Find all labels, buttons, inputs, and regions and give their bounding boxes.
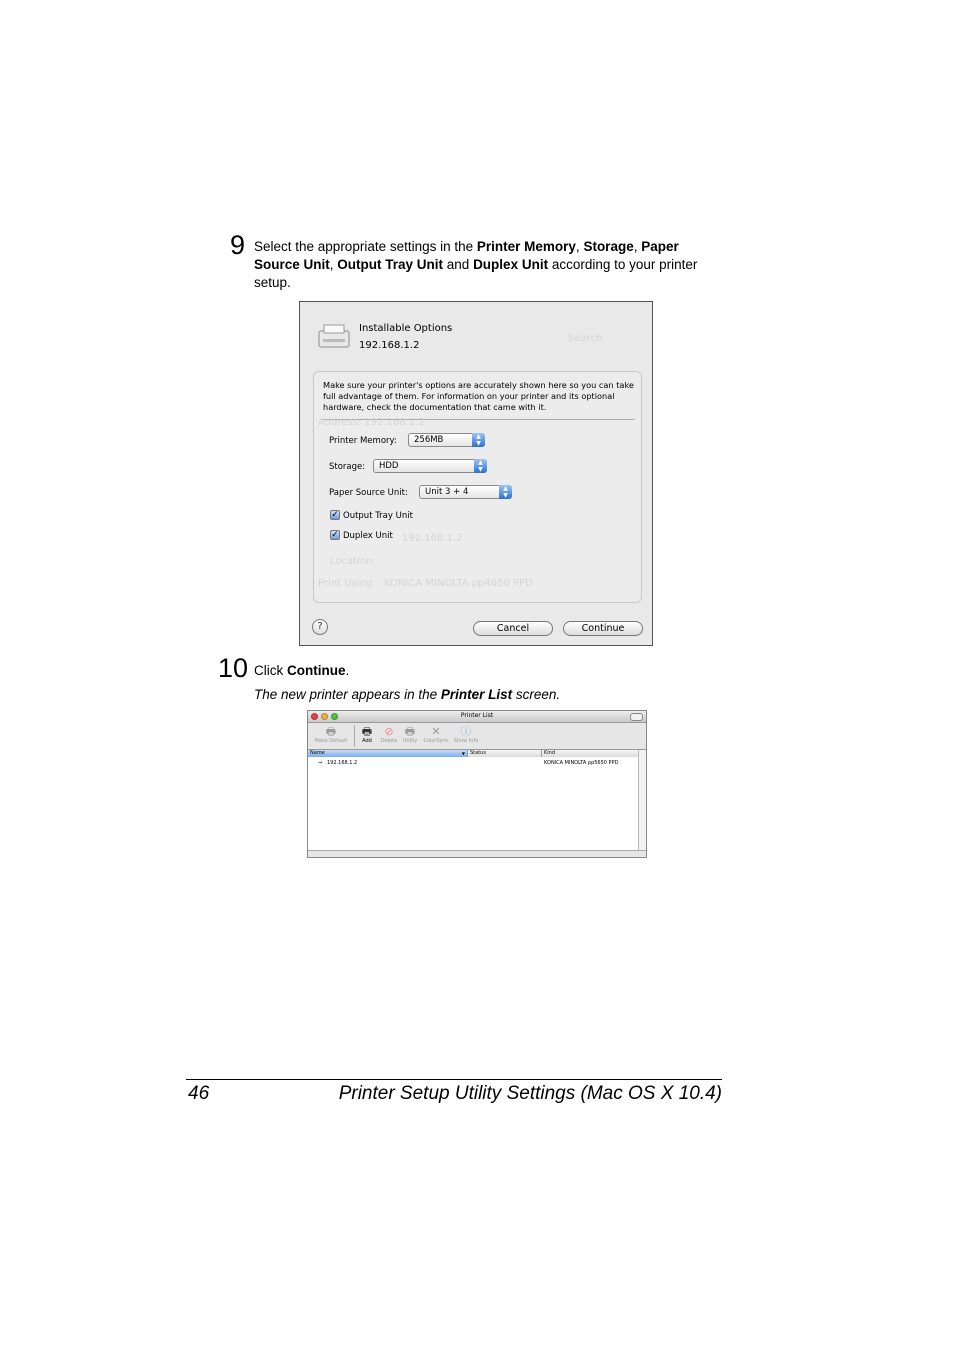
step-10-text-b: . [345,663,350,678]
utility-icon: 🖶 [404,725,416,738]
step-9-bold-storage: Storage [583,239,634,254]
ghost-print-using: Print Using: [318,578,376,589]
row-kind: KONICA MINOLTA pp5650 PPD [544,760,619,766]
output-tray-label: Output Tray Unit [343,511,413,521]
step-9-bold-memory: Printer Memory [476,239,576,254]
window-title: Printer List [460,712,494,719]
dialog-ip: 192.168.1.2 [359,340,420,351]
continue-button[interactable]: Continue [563,621,643,636]
column-label: Name [310,750,325,756]
toolbar-label: ColorSync [423,738,449,744]
table-row[interactable] [308,759,640,767]
output-tray-checkbox[interactable]: ✓ [331,510,339,520]
step-10-result-b: screen. [512,687,561,702]
step-10-result-bold: Printer List [440,687,513,702]
step-9-text [254,238,719,292]
printer-memory-select[interactable] [408,433,485,447]
delete-icon: ⊘ [384,725,394,738]
ghost-search: Search [568,333,603,344]
select-arrows-icon: ▲ ▼ [499,485,512,499]
step-9-number: 9 [230,230,246,260]
toolbar-divider [354,725,355,747]
options-note: Make sure your printer's options are accurately shown here so you can take full advantage of them. For information on your printer and its optional hardware, check the documentation that came with it. [323,380,634,412]
select-arrows-icon: ▲ ▼ [474,459,487,473]
options-panel [313,371,642,603]
vertical-scrollbar[interactable] [638,750,646,851]
toolbar-label: Utility [402,738,418,744]
toolbar-label: Add [362,738,372,744]
toolbar-label: Make Default [314,738,348,744]
toolbar-label: Delete [380,738,398,744]
paper-source-select[interactable] [419,485,512,499]
step-9-sep4: and [443,257,474,272]
duplex-unit-label: Duplex Unit [343,531,393,541]
toolbar-label: Show Info [453,738,479,744]
title-bar [308,711,646,723]
ghost-location: Location: [330,556,376,567]
step-9-text-a: Select the appropriate settings in the [254,239,477,254]
ghost-address: Address: 192.168.1.2 [318,417,425,428]
step-10-text [254,662,349,680]
step-10-number: 10 [218,653,249,683]
make-default-button[interactable] [311,725,351,744]
step-9-bold-output: Output Tray Unit [337,257,444,272]
installable-options-dialog [299,301,653,646]
row-name: 192.168.1.2 [327,760,358,766]
memory-value: 256MB [414,435,444,445]
memory-label: Printer Memory: [329,436,397,446]
paper-source-label: Paper Source Unit: [329,488,408,498]
step-10-result [254,686,560,704]
step-10-text-a: Click [254,663,287,678]
delete-button[interactable] [378,725,400,744]
page-number: 46 [188,1083,210,1104]
footer-rule [186,1079,722,1080]
select-arrows-icon: ▲ ▼ [472,433,485,447]
step-9-bold-duplex: Duplex Unit [473,257,549,272]
utility-button[interactable] [400,725,420,744]
cancel-button[interactable]: Cancel [473,621,553,636]
paper-source-value: Unit 3 + 4 [425,487,469,497]
column-header-name[interactable] [308,750,468,757]
toolbar-toggle-button[interactable] [630,713,643,721]
step-9-text-b: according to your printer setup. [254,257,698,290]
colorsync-button[interactable] [422,725,450,744]
printer-list-window [307,710,647,858]
sort-arrow-icon: ▼ [461,751,465,756]
storage-label: Storage: [329,462,366,472]
duplex-unit-checkbox[interactable]: ✓ [331,530,339,540]
step-9-sep2: , [633,239,642,254]
step-9-sep1: , [575,239,584,254]
help-button[interactable]: ? [312,619,328,635]
colorsync-icon: ✕ [431,725,441,738]
dialog-heading: Installable Options [359,323,453,334]
column-header-status[interactable]: Status [468,750,542,757]
column-header-kind[interactable]: Kind [542,750,640,757]
storage-select[interactable] [373,459,487,473]
add-printer-icon: 🖶 [361,725,373,738]
toolbar [308,723,646,750]
printer-icon [317,323,351,351]
info-icon: ⓘ [460,725,472,738]
add-button[interactable] [357,725,377,744]
footer-title: Printer Setup Utility Settings (Mac OS X 10.4) [338,1083,722,1104]
printer-row-icon: ⇝ [318,760,323,766]
ghost-address2: 192.168.1.2 [402,533,463,544]
printer-icon: 🖶 [325,725,337,738]
ghost-print-using-value: KONICA MINOLTA pp4650 PPD [384,578,533,589]
step-9-sep3: , [329,257,338,272]
step-10-bold: Continue [287,663,346,678]
horizontal-scrollbar[interactable] [308,850,646,857]
step-10-result-a: The new printer appears in the [254,687,441,702]
storage-value: HDD [379,461,399,471]
step-9-bold-paper: Paper Source Unit [254,239,679,272]
show-info-button[interactable] [453,725,479,744]
